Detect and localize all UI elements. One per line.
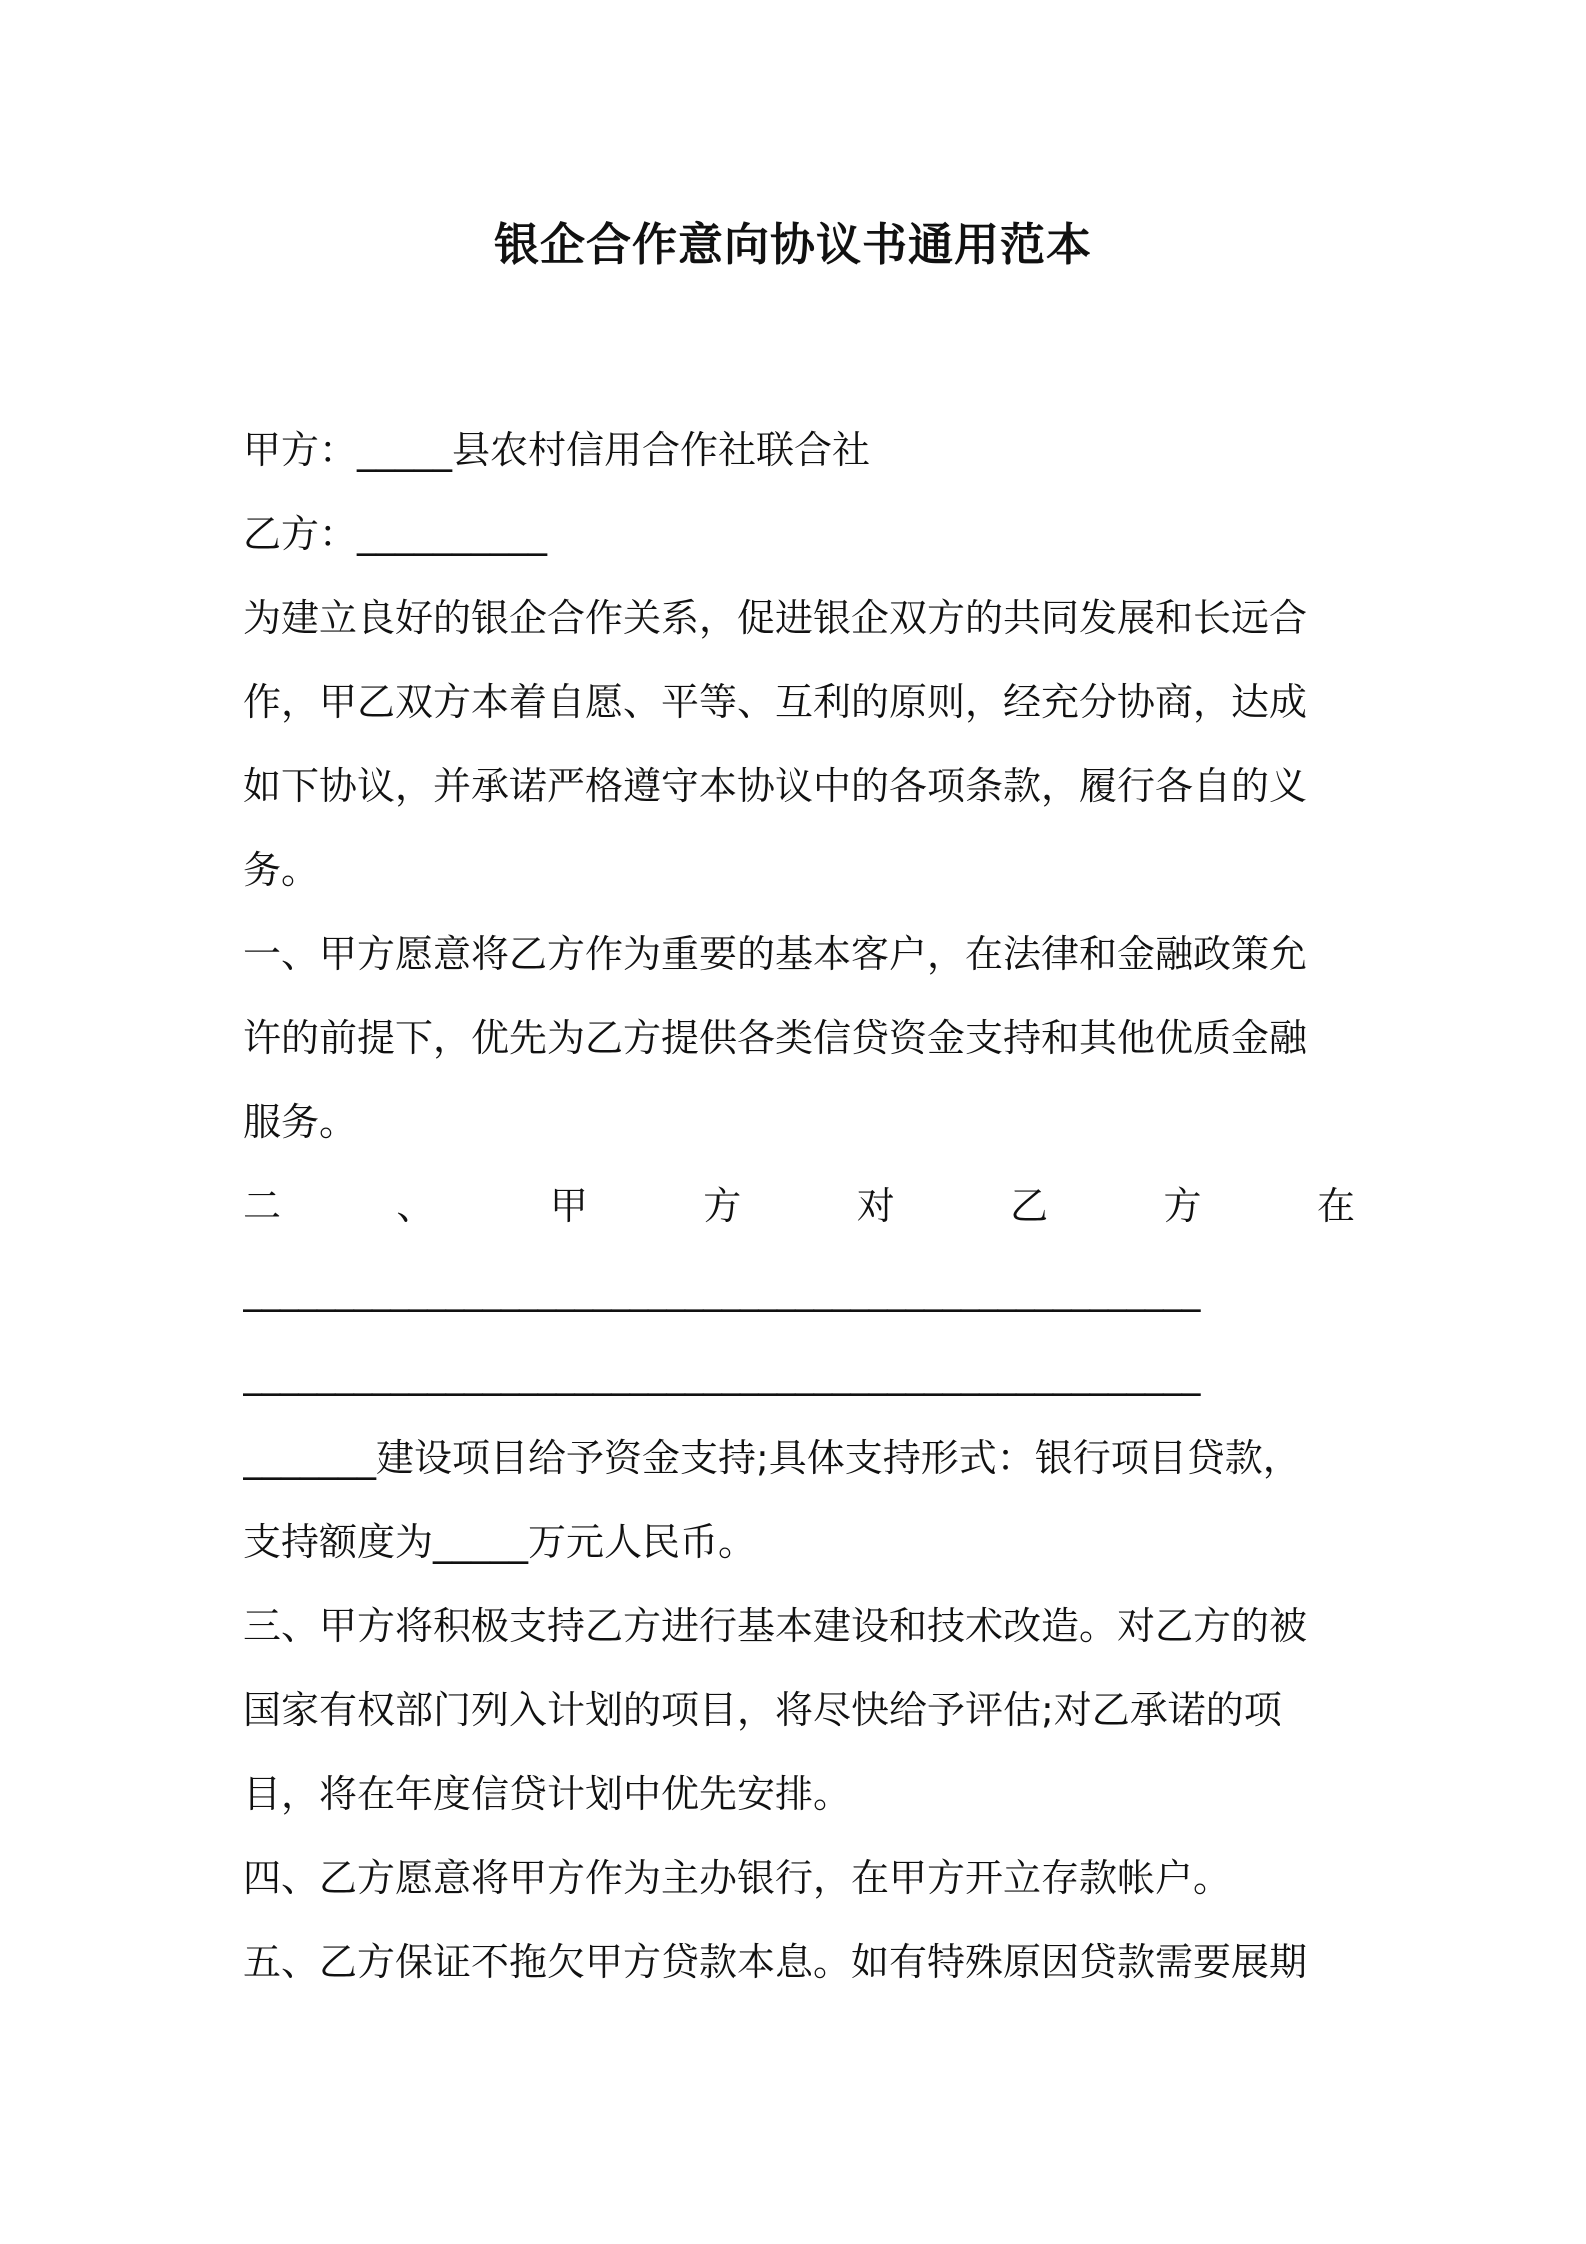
clause-2-char: 甲 (549, 1184, 588, 1228)
clause-2-line-4 (243, 1500, 1355, 1584)
clause-3-line: 三、甲方将积极支持乙方进行基本建设和技术改造。对乙方的被 (243, 1604, 1308, 1648)
clause-4-line: 四、乙方愿意将甲方作为主办银行，在甲方开立存款帐户。 (243, 1856, 1232, 1900)
clause-2-amount-prefix: 支持额度为 (243, 1520, 434, 1564)
clause-3-line: 国家有权部门列入计划的项目，将尽快给予评估;对乙承诺的项 (243, 1688, 1282, 1732)
clause-3-line: 目，将在年度信贷计划中优先安排。 (243, 1772, 852, 1816)
party-a-blank: _____ (357, 428, 453, 472)
party-a-line (243, 408, 1355, 492)
clause-2-blank-line: ____________________________________________________ (243, 1268, 1200, 1312)
clause-2-char: 在 (1316, 1184, 1355, 1228)
clause-2-amount-suffix: 万元人民币。 (528, 1520, 757, 1564)
clause-2-char: 二 (243, 1184, 282, 1228)
clause-2-spaced-line (243, 1164, 1355, 1248)
document-title: 银企合作意向协议书通用范本 (493, 218, 1092, 271)
clause-1-line: 许的前提下，优先为乙方提供各类信贷资金支持和其他优质金融 (243, 1016, 1308, 1060)
party-a-name: 县农村信用合作社联合社 (452, 428, 871, 472)
party-b-blank: __________ (357, 512, 548, 556)
document-body (243, 408, 1355, 2004)
clause-2-amount-blank: _____ (433, 1520, 529, 1564)
clause-2-char: 方 (1163, 1184, 1202, 1228)
clause-1-line: 服务。 (243, 1100, 358, 1144)
intro-line: 为建立良好的银企合作关系，促进银企双方的共同发展和长远合 (243, 596, 1308, 640)
clause-5-line: 五、乙方保证不拖欠甲方贷款本息。如有特殊原因贷款需要展期 (243, 1940, 1308, 1984)
party-b-label: 乙方： (243, 512, 358, 556)
clause-2-project-blank: _______ (243, 1436, 376, 1480)
clause-2-blank-line: ____________________________________________________ (243, 1352, 1200, 1396)
party-a-label: 甲方： (243, 428, 358, 472)
intro-line: 务。 (243, 848, 320, 892)
clause-2-support-text: 建设项目给予资金支持;具体支持形式：银行项目贷款， (376, 1436, 1301, 1480)
clause-2-line-3 (243, 1416, 1355, 1500)
clause-2-char: 、 (396, 1184, 435, 1228)
clause-2-char: 方 (703, 1184, 742, 1228)
party-b-line (243, 492, 1355, 576)
clause-2-char: 乙 (1010, 1184, 1049, 1228)
intro-line: 如下协议，并承诺严格遵守本协议中的各项条款，履行各自的义 (243, 764, 1308, 808)
intro-line: 作，甲乙双方本着自愿、平等、互利的原则，经充分协商，达成 (243, 680, 1308, 724)
clause-1-line: 一、甲方愿意将乙方作为重要的基本客户，在法律和金融政策允 (243, 932, 1308, 976)
clause-2-char: 对 (856, 1184, 895, 1228)
